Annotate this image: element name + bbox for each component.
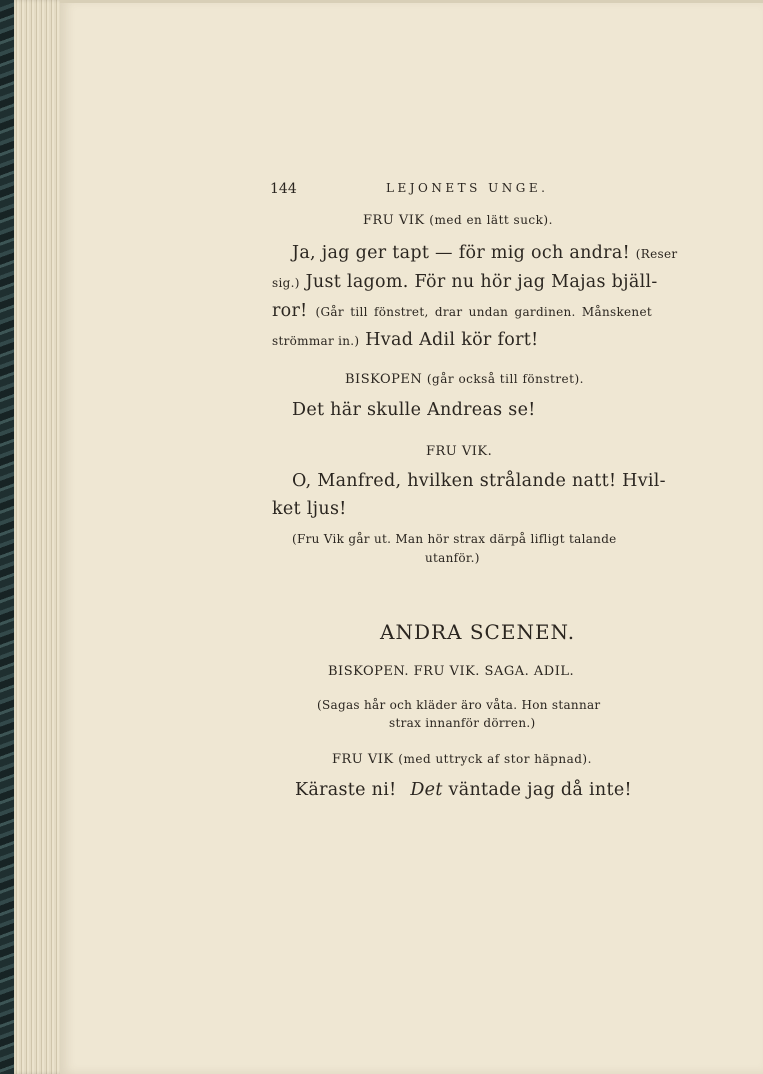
stage-direction: (Reser: [635, 247, 678, 261]
stage-direction-line: [317, 698, 600, 712]
stage-direction: strax innanför dörren.): [389, 716, 536, 730]
stage-direction: (Går till fönstret, drar undan gardinen. Månskenet: [315, 305, 652, 319]
stage-direction: (med uttryck af stor häpnad).: [398, 752, 592, 766]
speaker-heading: [363, 213, 553, 228]
dialogue-text: ket ljus!: [272, 499, 347, 519]
page-edges: [14, 0, 66, 1074]
dialogue-line: [292, 471, 666, 491]
stage-direction-line: [425, 551, 480, 565]
stage-direction: strömmar in.): [272, 334, 360, 348]
stage-direction: sig.): [272, 276, 300, 290]
page-header: [270, 181, 670, 197]
speaker-name: FRU VIK: [363, 213, 425, 228]
dialogue-text: väntade jag då inte!: [448, 780, 632, 800]
dialogue-line: [292, 243, 678, 263]
speaker-name: FRU VIK: [332, 752, 394, 767]
dialogue-line: [272, 330, 538, 350]
scene-title-text: ANDRA SCENEN.: [380, 620, 576, 644]
speaker-name: FRU VIK.: [426, 444, 493, 459]
dialogue-text: ror!: [272, 301, 308, 321]
emphasized-text: Det: [410, 780, 443, 800]
dialogue-line: [272, 499, 347, 519]
dialogue-text: Det här skulle Andreas se!: [292, 400, 536, 420]
page-number: 144: [270, 181, 297, 197]
dialogue-text: O, Manfred, hvilken strålande natt! Hvil-: [292, 471, 666, 491]
cast-list: BISKOPEN. FRU VIK. SAGA. ADIL.: [328, 664, 575, 679]
running-title: LEJONETS UNGE.: [386, 181, 549, 195]
stage-direction: (går också till fönstret).: [426, 372, 584, 386]
speaker-heading: [426, 444, 492, 459]
scene-title: [380, 620, 575, 644]
scene-cast: [328, 664, 574, 679]
speaker-heading: [332, 752, 592, 767]
stage-direction: utanför.): [425, 551, 480, 565]
dialogue-line: [292, 400, 536, 420]
dialogue-line: [295, 780, 632, 800]
stage-direction: (Sagas hår och kläder äro våta. Hon stannar: [317, 698, 601, 712]
page-top-edge: [60, 0, 763, 3]
dialogue-text: Käraste ni!: [295, 780, 397, 800]
stage-direction: (Fru Vik går ut. Man hör strax därpå lifligt talande: [292, 532, 617, 546]
speaker-heading: [345, 372, 584, 387]
stage-direction-line: [389, 716, 535, 730]
stage-direction-line: [292, 532, 617, 546]
dialogue-text: Hvad Adil kör fort!: [365, 330, 539, 350]
dialogue-text: Ja, jag ger tapt — för mig och andra!: [292, 243, 630, 263]
dialogue-text: Just lagom. För nu hör jag Majas bjäll-: [305, 272, 658, 292]
speaker-name: BISKOPEN: [345, 372, 423, 387]
dialogue-line: [272, 272, 658, 292]
stage-direction: (med en lätt suck).: [429, 213, 553, 227]
dialogue-line: [272, 301, 652, 321]
